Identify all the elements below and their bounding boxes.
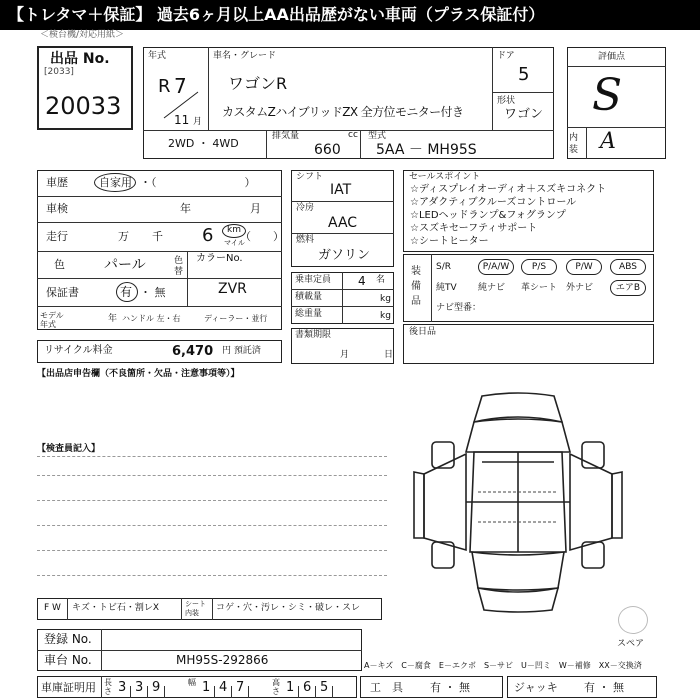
chassis-label: 車台 No. bbox=[44, 653, 92, 667]
capacity-unit: 名 bbox=[376, 275, 386, 285]
sales-point-item: ☆ディスプレイオーディオ＋スズキコネクト bbox=[410, 184, 607, 195]
color-change: 色替 bbox=[174, 256, 184, 277]
shift-value: IAT bbox=[330, 182, 352, 198]
equipment-navi: ナビ型番： bbox=[436, 303, 482, 313]
equipment-item: 外ナビ bbox=[566, 283, 594, 293]
registration-label: 登録 No. bbox=[44, 632, 92, 646]
equipment-item: P/W bbox=[566, 259, 602, 275]
aircon-label: 冷房 bbox=[296, 203, 315, 213]
equipment-item: P/S bbox=[521, 259, 557, 275]
mileage-paren: （ ） bbox=[240, 230, 284, 243]
equipment-item: エアB bbox=[610, 280, 646, 296]
cert-digit: 9 bbox=[152, 680, 161, 695]
aircon-value: AAC bbox=[328, 215, 358, 231]
fuel-label: 燃料 bbox=[296, 235, 315, 245]
cert-digit: 1 bbox=[202, 680, 211, 695]
year-month: 11 bbox=[174, 113, 190, 127]
gross-unit: kg bbox=[380, 311, 391, 321]
doors-value: 5 bbox=[518, 64, 530, 85]
displacement-unit: cc bbox=[348, 130, 358, 140]
displacement-value: 660 bbox=[314, 142, 341, 158]
expiry-label: 書類期限 bbox=[295, 330, 332, 340]
mileage-sen: 千 bbox=[152, 230, 163, 243]
equipment-item: P/A/W bbox=[478, 259, 514, 275]
mileage-man: 万 bbox=[118, 230, 129, 243]
model-label: 型式 bbox=[368, 131, 387, 141]
cert-digit: 4 bbox=[219, 680, 228, 695]
history-rest: ・（ ） bbox=[140, 176, 256, 189]
drive-value: 2WD ・ 4WD bbox=[168, 137, 239, 150]
model-year-dealer: ディーラー・並行 bbox=[204, 314, 268, 323]
inspection-month: 月 bbox=[250, 202, 261, 215]
car-grade: カスタムZハイブリッドZX 全方位モニター付き bbox=[222, 105, 464, 119]
mileage-mile: マイル bbox=[224, 239, 245, 247]
inspector-label: 【検査員記入】 bbox=[37, 444, 101, 454]
model-year-handle: ハンドル 左・右 bbox=[122, 314, 181, 323]
fw-keys: キズ・トビ石・割レX bbox=[72, 603, 159, 613]
color-label: 色 bbox=[54, 258, 65, 271]
shape-value: ワゴン bbox=[504, 107, 544, 122]
warranty-value: 有 bbox=[120, 285, 133, 299]
color-no-label: カラーNo. bbox=[196, 253, 243, 264]
cert-dim-label: 高さ bbox=[272, 678, 280, 696]
displacement-label: 排気量 bbox=[272, 131, 300, 141]
lot-label: 出品 No. bbox=[50, 51, 110, 67]
load-unit: kg bbox=[380, 294, 391, 304]
year-month-unit: 月 bbox=[193, 117, 203, 127]
warranty-rest: ・ 無 bbox=[140, 286, 166, 299]
cert-digit: 7 bbox=[236, 680, 245, 695]
model-value: 5AA － MH95S bbox=[376, 142, 477, 158]
sales-point-item: ☆スズキセーフティサポート bbox=[410, 223, 538, 234]
cert-digit: 5 bbox=[320, 680, 329, 695]
equipment-item: 純TV bbox=[436, 283, 457, 293]
cert-digit: 3 bbox=[135, 680, 144, 695]
doors-label: ドア bbox=[497, 51, 515, 61]
mileage-km: km bbox=[227, 225, 241, 235]
capacity-value: 4 bbox=[358, 274, 366, 288]
cert-digit: 3 bbox=[118, 680, 127, 695]
shape-label: 形状 bbox=[497, 96, 516, 106]
interior-text: 内装 bbox=[569, 133, 579, 155]
subhead: ＜検台機/対応用紙＞ bbox=[40, 30, 125, 40]
cert-digit: 6 bbox=[303, 680, 312, 695]
banner-text: 【トレタマ＋保証】 過去6ヶ月以上AA出品歴がない車両（プラス保証付） bbox=[8, 5, 545, 24]
model-year-year: 年 bbox=[108, 314, 118, 324]
score-label: 評価点 bbox=[598, 52, 626, 62]
gross-label: 総重量 bbox=[295, 309, 323, 319]
legend: A－キズ C－腐食 E－エクボ S－サビ U－凹ミ W－補修 XX－交換済 bbox=[364, 661, 642, 670]
inspection-label: 車検 bbox=[46, 202, 68, 215]
car-label: 車名・グレード bbox=[213, 51, 277, 61]
inspection-year: 年 bbox=[180, 202, 191, 215]
shift-label: シフト bbox=[296, 172, 324, 182]
cert-dim-label: 幅 bbox=[188, 678, 196, 687]
interior-label: A bbox=[600, 129, 616, 154]
after-label: 後日品 bbox=[409, 327, 437, 337]
recycle-label: リサイクル料金 bbox=[44, 345, 113, 356]
fw-label: F W bbox=[44, 603, 61, 613]
lot-number: 20033 bbox=[45, 92, 122, 120]
expiry-month: 月 bbox=[340, 350, 350, 360]
car-diagram bbox=[412, 392, 624, 614]
cert-dim-label: 長さ bbox=[104, 678, 112, 696]
mileage-label: 走行 bbox=[46, 230, 68, 243]
spare-label: スペア bbox=[617, 639, 645, 649]
spare-circle bbox=[618, 606, 648, 634]
sales-point-item: ☆アダクティブクルーズコントロール bbox=[410, 197, 577, 208]
year-label: 年式 bbox=[148, 51, 167, 61]
equipment-item: ABS bbox=[610, 259, 646, 275]
jack-value: 有 ・ 無 bbox=[584, 681, 624, 694]
jack-label: ジャッキ bbox=[514, 681, 558, 694]
color-no-value: ZVR bbox=[218, 281, 247, 297]
history-label: 車歴 bbox=[46, 176, 68, 189]
after-box bbox=[403, 324, 654, 364]
capacity-label: 乗車定員 bbox=[295, 275, 332, 285]
score-value: S bbox=[592, 70, 623, 121]
tools-label: 工 具 bbox=[370, 681, 403, 694]
cert-digit: 1 bbox=[286, 680, 295, 695]
year-era: R bbox=[158, 76, 171, 97]
sales-label: セールスポイント bbox=[409, 172, 481, 182]
seller-notes-label: 【出品店申告欄（不良箇所・欠品・注意事項等）】 bbox=[37, 369, 240, 379]
sales-point-item: ☆シートヒーター bbox=[410, 236, 489, 247]
year-value: 7 bbox=[174, 74, 187, 98]
car-name: ワゴンR bbox=[228, 74, 288, 93]
expiry-day: 日 bbox=[384, 350, 394, 360]
chassis-value: MH95S-292866 bbox=[176, 653, 269, 667]
seat-keys: コゲ・穴・汚レ・シミ・破レ・スレ bbox=[216, 603, 361, 613]
recycle-unit: 円 預託済 bbox=[222, 346, 261, 356]
warranty-label: 保証書 bbox=[46, 286, 79, 299]
load-label: 積載量 bbox=[295, 292, 323, 302]
equipment-item: 純ナビ bbox=[478, 283, 506, 293]
recycle-value: 6,470 bbox=[172, 344, 214, 359]
mileage-value: 6 bbox=[202, 225, 214, 246]
equipment-item: 革シート bbox=[521, 283, 558, 293]
color-value: パール bbox=[104, 257, 146, 273]
tools-value: 有 ・ 無 bbox=[430, 681, 470, 694]
cert-label: 車庫証明用 bbox=[41, 681, 96, 694]
sales-point-item: ☆LEDヘッドランプ&フォグランプ bbox=[410, 210, 566, 221]
seat-label: シート内装 bbox=[185, 600, 206, 617]
history-value: 自家用 bbox=[99, 176, 132, 189]
equipment-item: S/R bbox=[436, 262, 451, 272]
fuel-value: ガソリン bbox=[318, 248, 371, 263]
model-year-label: モデル年式 bbox=[40, 311, 64, 329]
lot-small: [2033] bbox=[44, 67, 74, 77]
equipment-label: 装備品 bbox=[411, 266, 421, 307]
